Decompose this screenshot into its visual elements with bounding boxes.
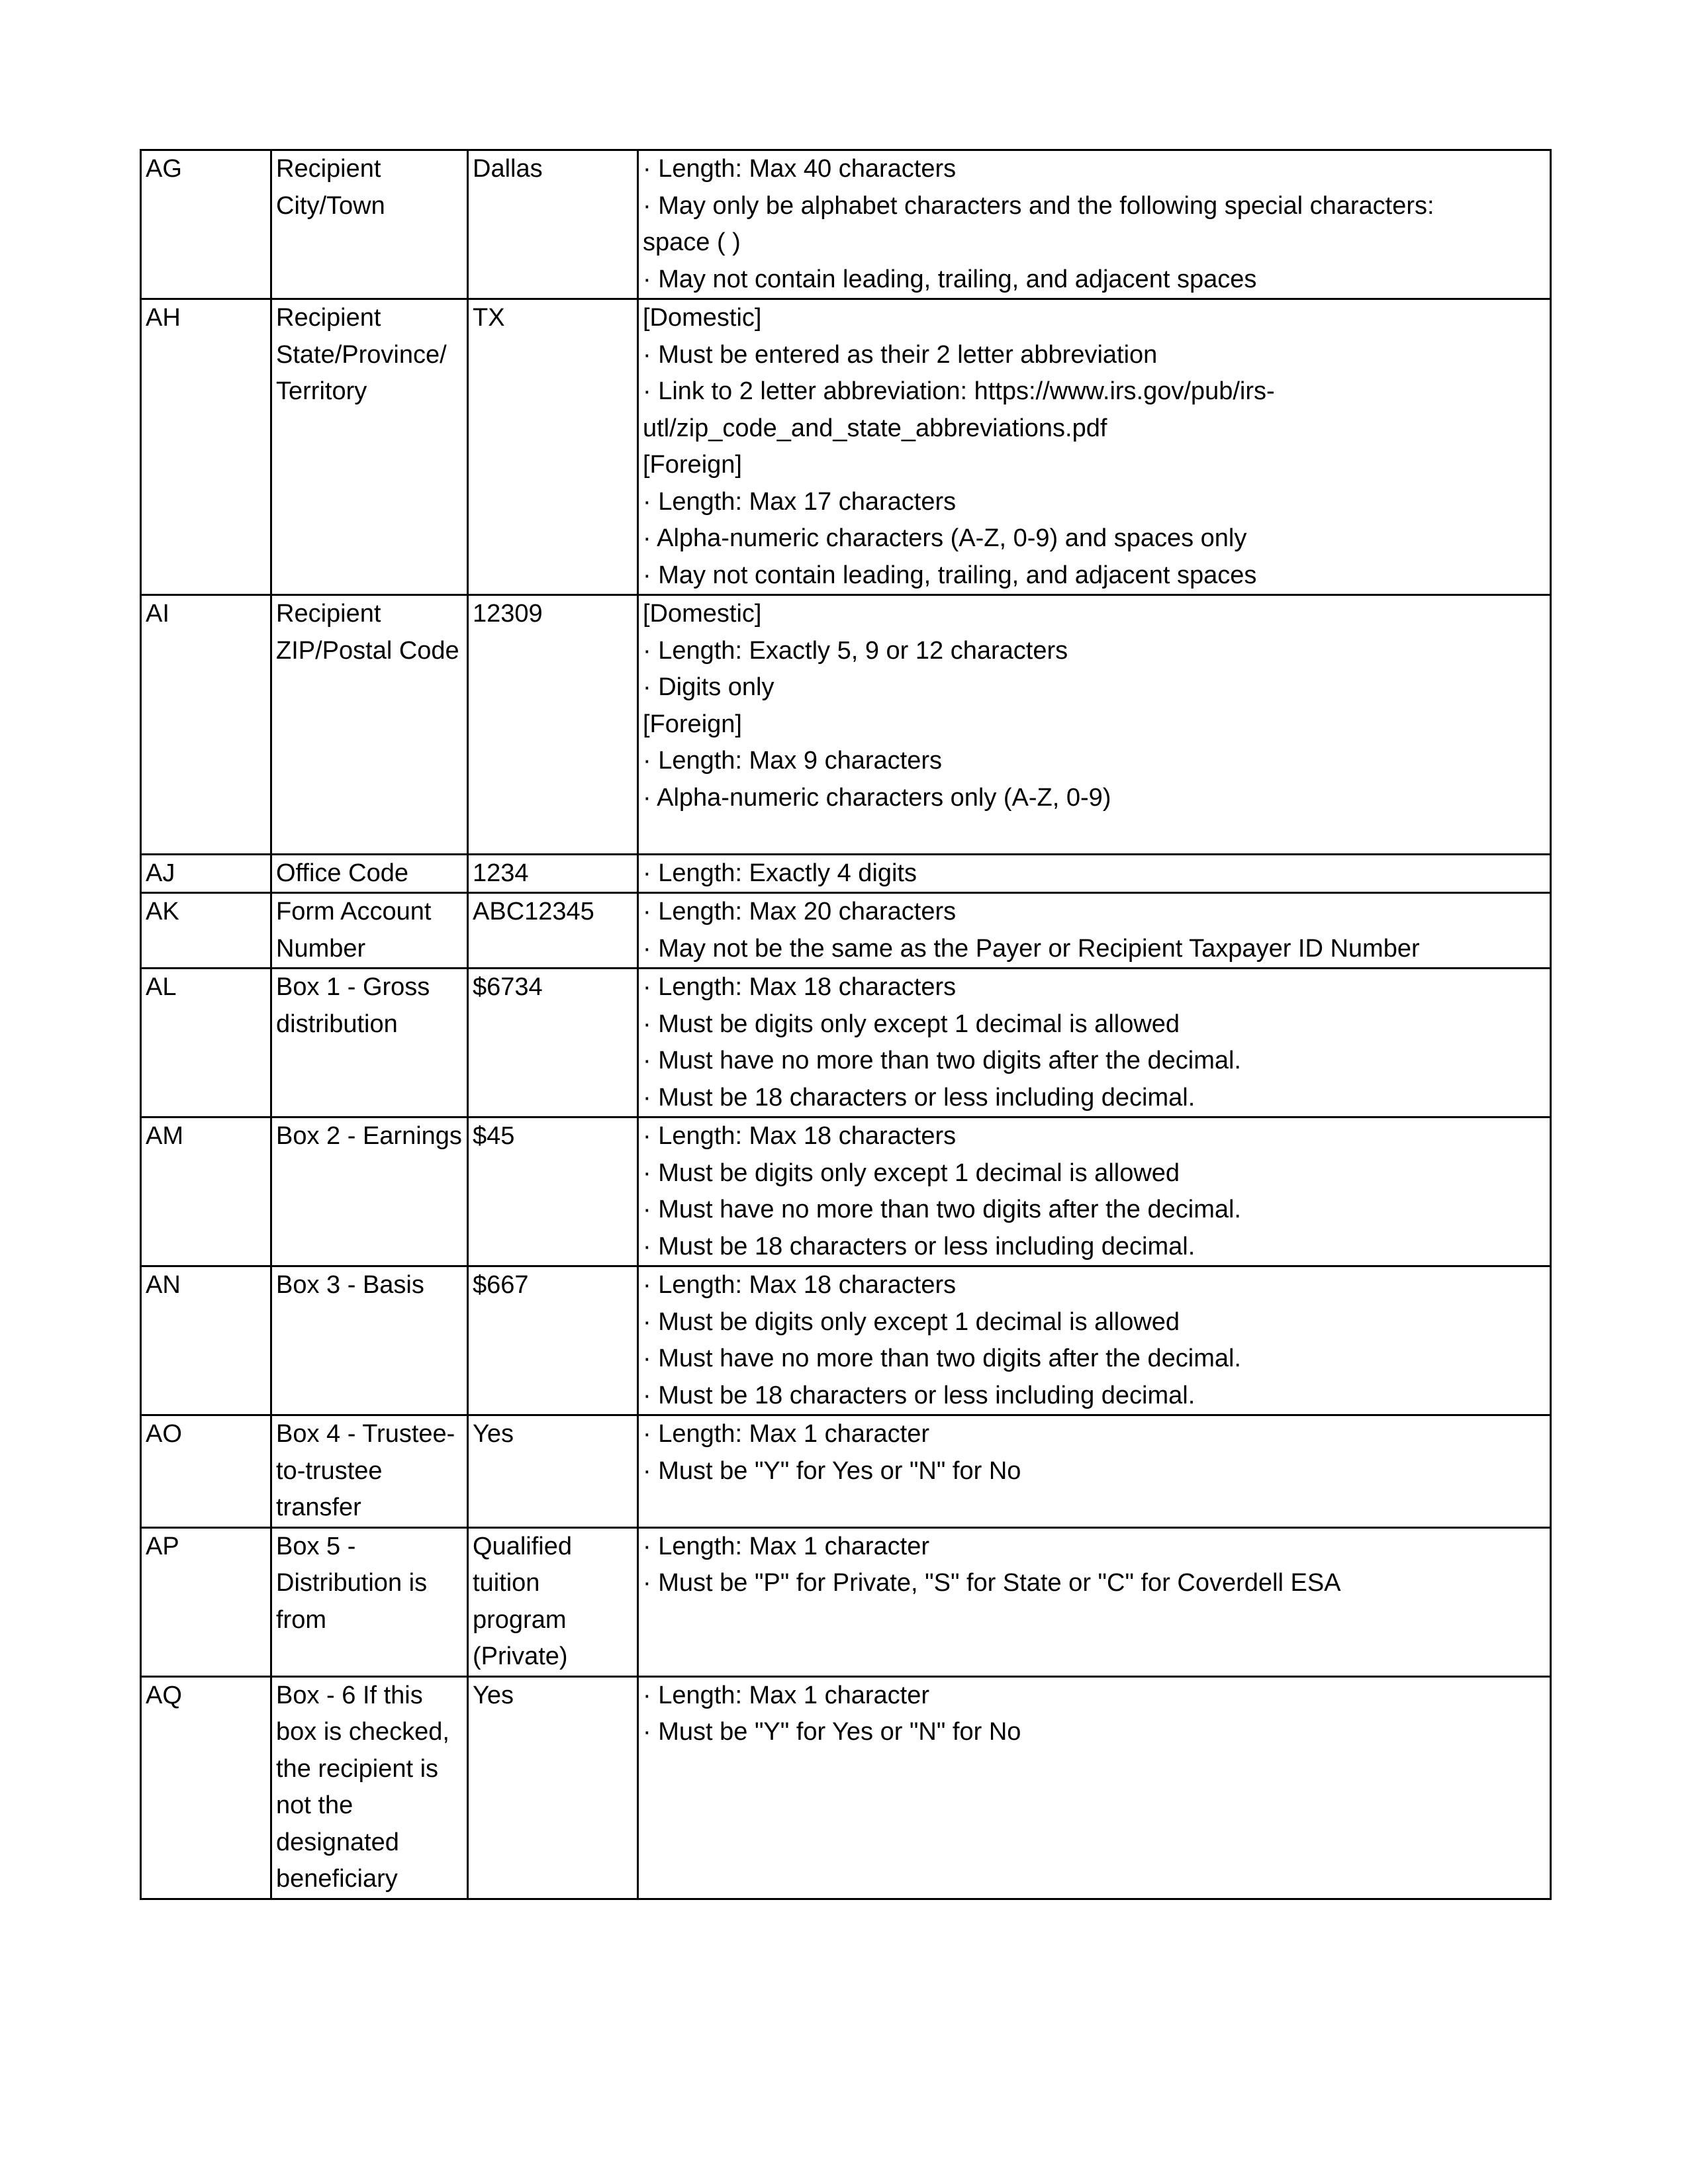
table-row [141,1415,1551,1528]
example-value-cell: 12309 [468,595,638,855]
validation-rule-line [643,1602,1546,1639]
validation-rule-line: · May not contain leading, trailing, and adjacent spaces [643,265,1257,293]
validation-rule-line: · Alpha-numeric characters only (A-Z, 0-9) [643,783,1111,812]
field-name-cell: Box 4 - Trustee-to-trustee transfer [271,1415,468,1528]
column-code-cell: AK [141,893,271,969]
validation-rule-line: · Must be 18 characters or less including decimal. [643,1083,1196,1112]
validation-rule-line: · Must be "P" for Private, "S" for State or "C" for Coverdell ESA [643,1569,1341,1597]
example-value-cell: Yes [468,1415,638,1528]
validation-rule-line: · Digits only [643,673,774,701]
validation-rules-cell [638,1527,1551,1676]
field-spec-table [140,149,1552,1900]
validation-rule-line: · Must be digits only except 1 decimal is allowed [643,1307,1180,1336]
validation-rule-line [643,1787,1546,1825]
field-name-cell: Recipient ZIP/Postal Code [271,595,468,855]
column-code-cell: AN [141,1266,271,1415]
validation-rule-line: [Domestic] [643,304,762,332]
validation-rule-line: · Must be "Y" for Yes or "N" for No [643,1456,1021,1485]
example-value-cell: Yes [468,1676,638,1899]
validation-rules-cell [638,854,1551,893]
validation-rule-line: · Length: Max 18 characters [643,973,957,1001]
validation-rule-line: · Must have no more than two digits after the decimal. [643,1047,1241,1074]
validation-rules-cell [638,893,1551,969]
validation-rule-line: · Must be entered as their 2 letter abbreviation [643,340,1158,369]
validation-rule-line: · Must be "Y" for Yes or "N" for No [643,1718,1021,1746]
validation-rules-cell [638,150,1551,299]
validation-rule-line: · Length: Exactly 4 digits [643,859,917,887]
validation-rule-line: · Alpha-numeric characters (A-Z, 0-9) and spaces only [643,524,1247,552]
validation-rule-line: · May not contain leading, trailing, and adjacent spaces [643,561,1257,589]
validation-rule-line: · Must have no more than two digits after the decimal. [643,1196,1241,1223]
validation-rules-cell [638,1117,1551,1266]
validation-rules-cell [638,1676,1551,1899]
validation-rule-line: · May not be the same as the Payer or Recipient Taxpayer ID Number [643,934,1420,963]
field-name-cell: Box 5 - Distribution is from [271,1527,468,1676]
column-code-cell: AQ [141,1676,271,1899]
column-code-cell: AL [141,969,271,1117]
field-name-cell: Recipient City/Town [271,150,468,299]
validation-rules-cell [638,1266,1551,1415]
validation-rule-line: · Length: Max 18 characters [643,1122,957,1150]
table-row [141,893,1551,969]
validation-rules-cell [638,1415,1551,1528]
validation-rule-line: utl/zip_code_and_state_abbreviations.pdf [643,414,1107,442]
validation-rule-line: · Must be 18 characters or less including decimal. [643,1232,1196,1260]
example-value-cell: Dallas [468,150,638,299]
table-row [141,150,1551,299]
validation-rule-line: · Length: Max 1 character [643,1420,929,1448]
field-name-cell: Box - 6 If this box is checked, the recipient is not the designated beneficiary [271,1676,468,1899]
validation-rule-line [643,1638,1546,1676]
validation-rule-line: [Foreign] [643,451,742,479]
example-value-cell: $6734 [468,969,638,1117]
validation-rule-line: · Length: Max 18 characters [643,1271,957,1299]
column-code-cell: AG [141,150,271,299]
example-value-cell: $45 [468,1117,638,1266]
validation-rule-line [643,1861,1546,1898]
field-name-cell: Recipient State/Province/ Territory [271,299,468,595]
field-name-cell: Box 1 - Gross distribution [271,969,468,1117]
table-row [141,1266,1551,1415]
validation-rule-line: · Length: Exactly 5, 9 or 12 characters [643,636,1068,665]
table-row [141,299,1551,595]
validation-rule-line: · Length: Max 17 characters [643,487,957,516]
validation-rule-line: · Length: Max 1 character [643,1532,929,1560]
validation-rule-line [643,816,1546,853]
field-name-cell: Form Account Number [271,893,468,969]
table-row [141,1117,1551,1266]
validation-rules-cell [638,969,1551,1117]
validation-rule-line: · Length: Max 40 characters [643,155,957,183]
validation-rule-line: [Domestic] [643,600,762,628]
validation-rule-line [643,1825,1546,1862]
example-value-cell: 1234 [468,854,638,893]
validation-rule-line: · Length: Max 1 character [643,1681,929,1709]
validation-rule-line: [Foreign] [643,710,742,738]
validation-rule-line [643,1751,1546,1788]
table-row [141,854,1551,893]
validation-rule-line: · Link to 2 letter abbreviation: https://www.irs.gov/pub/irs- [643,377,1275,405]
column-code-cell: AI [141,595,271,855]
validation-rule-line: · Must be digits only except 1 decimal is allowed [643,1010,1180,1038]
column-code-cell: AJ [141,854,271,893]
example-value-cell: ABC12345 [468,893,638,969]
example-value-cell: TX [468,299,638,595]
validation-rules-cell [638,299,1551,595]
validation-rule-line: · May only be alphabet characters and the following special characters: [643,191,1434,220]
field-name-cell: Office Code [271,854,468,893]
table-row [141,595,1551,855]
validation-rule-line: · Must be digits only except 1 decimal is allowed [643,1159,1180,1187]
table-row [141,1676,1551,1899]
column-code-cell: AP [141,1527,271,1676]
table-row [141,969,1551,1117]
column-code-cell: AM [141,1117,271,1266]
column-code-cell: AH [141,299,271,595]
validation-rule-line: · Length: Max 20 characters [643,898,957,926]
validation-rule-line: space ( ) [643,228,741,256]
validation-rule-line: · Must be 18 characters or less including decimal. [643,1381,1196,1409]
field-name-cell: Box 3 - Basis [271,1266,468,1415]
field-spec-table-body [141,150,1551,1899]
field-name-cell: Box 2 - Earnings [271,1117,468,1266]
validation-rule-line [643,1490,1546,1527]
validation-rule-line: · Length: Max 9 characters [643,747,942,775]
validation-rule-line: · Must have no more than two digits after the decimal. [643,1345,1241,1372]
example-value-cell: Qualified tuition program (Private) [468,1527,638,1676]
column-code-cell: AO [141,1415,271,1528]
example-value-cell: $667 [468,1266,638,1415]
table-row [141,1527,1551,1676]
validation-rules-cell [638,595,1551,855]
